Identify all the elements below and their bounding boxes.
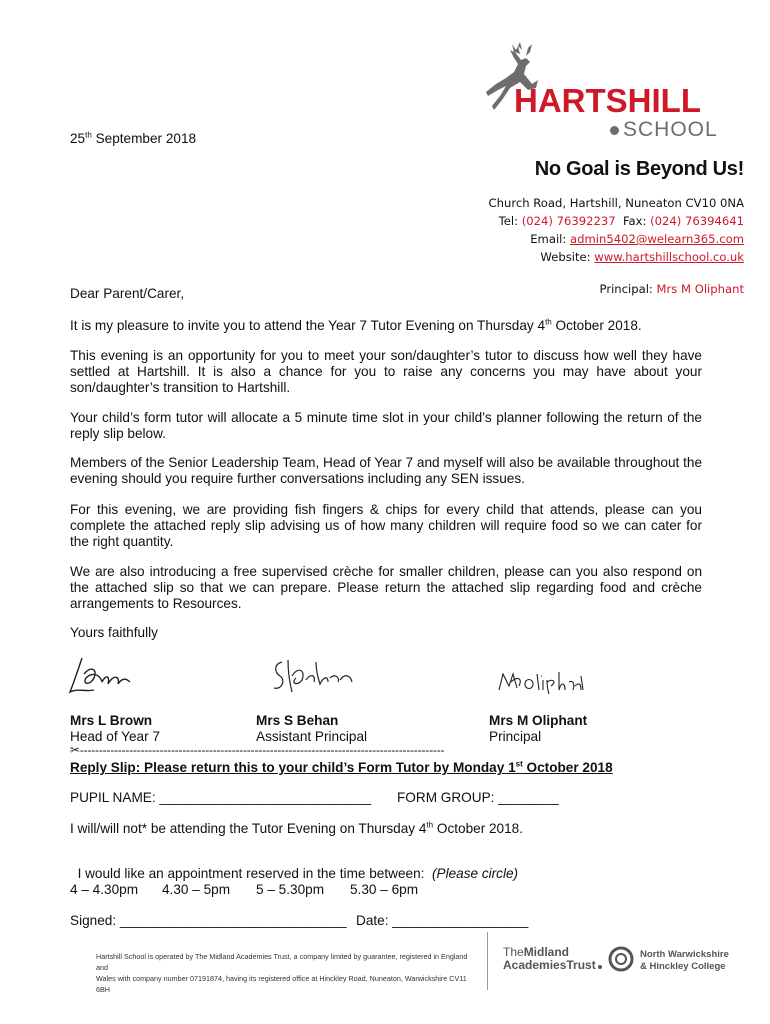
college-line1: North Warwickshire bbox=[640, 949, 729, 960]
signatory-name-2: Mrs S Behan bbox=[256, 713, 339, 728]
contact-phone bbox=[489, 212, 744, 230]
attending-line bbox=[70, 821, 523, 836]
tel-label: Tel: bbox=[498, 214, 522, 228]
pupil-name-field[interactable]: PUPIL NAME: ____________________________ bbox=[70, 790, 372, 805]
email-link[interactable]: admin5402@welearn365.com bbox=[570, 232, 744, 246]
paragraph-opportunity: This evening is an opportunity for you to meet your son/daughter’s tutor to discuss how well they have settled at Hartshill. It is also a chance for you to raise any concerns you may have about your son/daughter’s transition to Hartshill. bbox=[70, 348, 702, 395]
slot-1[interactable]: 4 – 4.30pm bbox=[70, 882, 139, 897]
footer-legal-line1: Hartshill School is operated by The Midland Academies Trust, a company limited by guarantee, registered in England and bbox=[96, 952, 468, 972]
fax-label: Fax: bbox=[615, 214, 651, 228]
slot-4[interactable]: 5.30 – 6pm bbox=[350, 882, 419, 897]
paragraph-food: For this evening, we are providing fish fingers & chips for every child that attends, please can you complete the attached reply slip advising us of how many children will require food so we can cater for the right quantity. bbox=[70, 502, 702, 549]
trust-line2 bbox=[503, 959, 602, 972]
appointment-text: I would like an appointment reserved in the time between: bbox=[77, 866, 432, 881]
school-logo bbox=[480, 38, 730, 143]
slot-2[interactable]: 4.30 – 5pm bbox=[162, 882, 231, 897]
date-field[interactable]: Date: __________________ bbox=[356, 913, 529, 928]
trust-dot-icon bbox=[598, 965, 602, 969]
date-rest: September 2018 bbox=[91, 131, 197, 146]
heading-text-b: October 2018 bbox=[522, 760, 613, 775]
trust-logo bbox=[503, 946, 602, 972]
salutation: Dear Parent/Carer, bbox=[70, 286, 185, 301]
reply-slip-heading bbox=[70, 760, 613, 775]
closing: Yours faithfully bbox=[70, 625, 158, 640]
email-label: Email: bbox=[530, 232, 570, 246]
trust-academies: AcademiesTrust bbox=[503, 958, 596, 972]
attending-text-b: October 2018. bbox=[433, 821, 524, 836]
cut-line: ✂------------------------------------------------------------------------------------------------ bbox=[70, 743, 445, 757]
paragraph-slt: Members of the Senior Leadership Team, Head of Year 7 and myself will also be available throughout the evening should you require further conversations including any SEN issues. bbox=[70, 455, 702, 486]
principal-label: Principal: bbox=[599, 282, 657, 296]
date-day: 25 bbox=[70, 131, 86, 146]
signatory-title-2: Assistant Principal bbox=[256, 729, 368, 744]
signatory-title-1: Head of Year 7 bbox=[70, 729, 160, 744]
trust-midland: Midland bbox=[523, 945, 570, 959]
fax-value: (024) 76394641 bbox=[650, 214, 744, 228]
signature-brown bbox=[64, 652, 144, 697]
signature-behan bbox=[268, 656, 358, 696]
signed-field[interactable]: Signed: ______________________________ bbox=[70, 913, 347, 928]
footer-legal-line2: Wales with company number 07191874, having its registered office at Hinckley Road, Nuneaton, Warwickshire CV11 6BH bbox=[96, 974, 467, 994]
paragraph-time-slot: Your child’s form tutor will allocate a 5 minute time slot in your child’s planner following the return of the reply slip below. bbox=[70, 410, 702, 441]
signatory-title-3: Principal bbox=[489, 729, 542, 744]
footer-divider bbox=[487, 932, 488, 990]
logo-dot-icon bbox=[610, 126, 619, 135]
invite-sup: th bbox=[545, 317, 552, 327]
website-link[interactable]: www.hartshillschool.co.uk bbox=[594, 250, 744, 264]
logo-school: SCHOOL bbox=[623, 118, 718, 141]
website-label: Website: bbox=[540, 250, 595, 264]
date-suffix: th bbox=[85, 130, 92, 140]
signatory-name-1: Mrs L Brown bbox=[70, 713, 153, 728]
paragraph-invite bbox=[70, 318, 702, 334]
address-block bbox=[489, 194, 744, 266]
form-group-field[interactable]: FORM GROUP: ________ bbox=[397, 790, 559, 805]
appointment-note: (Please circle) bbox=[431, 866, 519, 881]
contact-email bbox=[489, 230, 744, 248]
signature-oliphant bbox=[495, 668, 585, 696]
contact-website bbox=[489, 248, 744, 266]
address-line: Church Road, Hartshill, Nuneaton CV10 0NA bbox=[488, 196, 744, 210]
trust-the: The bbox=[503, 945, 524, 959]
college-logo-icon bbox=[608, 946, 634, 972]
attending-sup: th bbox=[426, 820, 434, 830]
invite-text-a: It is my pleasure to invite you to attend the Year 7 Tutor Evening on Thursday 4 bbox=[70, 318, 546, 333]
appointment-line bbox=[70, 851, 518, 881]
attending-text-a: I will/will not* be attending the Tutor Evening on Thursday 4 bbox=[70, 821, 427, 836]
tel-value: (024) 76392237 bbox=[521, 214, 616, 228]
logo-hartshill: HARTSHILL bbox=[514, 82, 701, 119]
heading-sup: st bbox=[515, 759, 523, 769]
paragraph-creche: We are also introducing a free supervised crèche for smaller children, please can you also respond on the attached slip so that we can prepare. Please return the attached slip regarding food and crèche arrangements to Resources. bbox=[70, 564, 702, 611]
invite-text-b: October 2018. bbox=[551, 318, 642, 333]
college-name bbox=[640, 949, 729, 973]
footer-legal bbox=[96, 951, 476, 995]
motto: No Goal is Beyond Us! bbox=[534, 158, 744, 180]
college-line2: & Hinckley College bbox=[640, 961, 726, 972]
principal-line bbox=[600, 280, 744, 298]
letter-date bbox=[70, 131, 196, 146]
heading-text-a: Reply Slip: Please return this to your child’s Form Tutor by Monday 1 bbox=[70, 760, 516, 775]
signatory-name-3: Mrs M Oliphant bbox=[489, 713, 588, 728]
slot-3[interactable]: 5 – 5.30pm bbox=[256, 882, 325, 897]
principal-name: Mrs M Oliphant bbox=[656, 282, 744, 296]
